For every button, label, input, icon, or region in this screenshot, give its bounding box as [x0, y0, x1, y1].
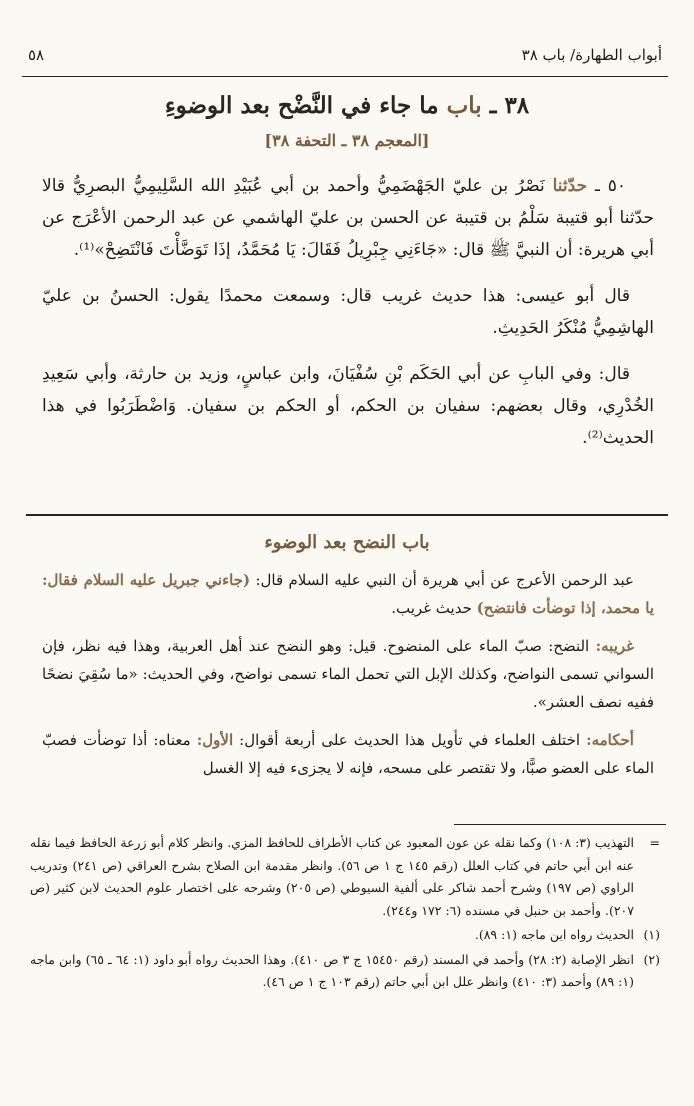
footnote-2 [30, 949, 660, 994]
commentary-paragraph-gharib [42, 632, 654, 716]
ahkam-text-1: اختلف العلماء في تأويل هذا الحديث على أربعة أقوال: [239, 731, 581, 749]
gharib-label: غريبه: [595, 637, 634, 655]
gharib-text: النضح: صبّ الماء على المنضوح. قيل: وهو النضح عند أهل العربية، وهذا فيه نظر، فإن السواني تسمى النواضح، وكذلك الإبل التي تحمل الماء تسمى نواضح، وفي الحديث: «ما سُقِيَ نضحًا ففيه نصف العشر». [42, 637, 654, 711]
header-rule [22, 76, 668, 77]
footnote-rule [454, 824, 666, 825]
chapter-bab-word: باب [446, 92, 482, 119]
main-text [42, 170, 654, 468]
ahkam-label: أحكامه: [586, 731, 634, 749]
footnote-cont-text: التهذيب (٣: ١٠٨) وكما نقله عن عون المعبود عن كتاب الأطراف للحافظ المزي. وانظر كلام أبو زرعة الحافظ فيما نقله عنه ابن أبي حاتم في كتاب العلل (رقم ١٤٥ ج ١ ص ٥٦). وانظر مقدمة ابن الصلاح بشرح العراقي (ص ٢٤١) وتدريب الراوي (ص ١٩٧) وشرح أحمد شاكر على ألفية السيوطي (ص ٢٠٥) وشرحه على اختصار علوم الحديث لابن كثير (ص ٢٠٧). وأحمد بن حنبل في مسنده (٦: ١٧٢ و٢٤٤). [30, 835, 635, 918]
commentary-p1-end: حديث غريب. [391, 599, 472, 617]
running-head-section: أبواب الطهارة/ باب ٣٨ [521, 46, 662, 64]
footnotes [30, 832, 660, 996]
chapter-title-text: ما جاء في النَّضْح بعد الوضوءِ [164, 92, 439, 119]
footnote-2-mark: (٢) [643, 951, 660, 967]
commentary-p1-start: عبد الرحمن الأعرج عن أبي هريرة أن النبي عليه السلام قال: [255, 571, 634, 589]
hadith-number: ٥٠ ـ [594, 176, 626, 196]
bab-reports-paragraph: قال: وفي البابِ عن أبي الحَكَم بْنِ سُفْيَانَ، وابن عباسٍ، وزيد بن حارثة، وأبي سَعِيدِ الخُدْرِي، وقال بعضهم: سفيان بن الحكم، أو الحكم بن سفيان. وَاضْطَرَبُوا في هذا الحديث⁽²⁾. [42, 364, 654, 448]
ahkam-first-label: الأول: [196, 731, 234, 749]
footnote-1 [30, 924, 660, 947]
footnote-continuation [30, 832, 660, 922]
commentary-title: باب النضح بعد الوضوء [264, 532, 430, 553]
footnote-cont-mark: = [649, 835, 660, 850]
page-number: ٥٨ [28, 46, 45, 64]
chapter-subtitle: [المعجم ٣٨ ـ التحفة ٣٨] [264, 131, 430, 150]
ahkam-text-2: معناه: أذا توضأت فصبّ الماء على العضو صبًّا، ولا تقتصر على مسحه، فإنه لا يجزىء فيه إلا الغسل [42, 731, 654, 777]
commentary-paragraph-ahkam [42, 726, 654, 782]
footnote-1-mark: (١) [643, 927, 660, 942]
commentary-p1-quote: (جاءني جبريل عليه السلام فقال: يا محمد، إذا توضأت فانتضح) [42, 571, 654, 617]
footnote-2-text: انظر الإصابة (٢: ٢٨) وأحمد في المسند (رقم ١٥٤٥٠ ج ٣ ص ٤١٠). وهذا الحديث رواه أبو داود (١: ٦٤ ـ ٦٥) وابن ماجه (١: ٨٩) وأحمد (٣: ٤١٠) وانظر علل ابن أبي حاتم (رقم ١٠٣ ج ١ ص ٤٦). [30, 951, 635, 989]
chapter-title [0, 92, 694, 119]
commentary-text [42, 566, 654, 792]
haddathana-word: حدّثنا [552, 176, 588, 196]
hadith-paragraph [42, 170, 654, 266]
commentary-paragraph-1 [42, 566, 654, 622]
abu-isa-paragraph: قال أبو عيسى: هذا حديث غريب قال: وسمعت محمدًا يقول: الحسنُ بن عليّ الهاشِمِيُّ مُنْكَرُ الحَدِيثِ. [42, 286, 654, 338]
running-header [28, 46, 662, 64]
chapter-number: ٣٨ ـ [489, 92, 530, 119]
footnote-1-text: الحديث رواه ابن ماجه (١: ٨٩). [474, 927, 634, 942]
text-commentary-divider [26, 514, 668, 516]
hadith-text: نَصْرُ بن عليّ الجَهْضَمِيُّ وأحمد بن أبي عُبَيْدِ الله السَّلِيمِيُّ البصرِيُّ قالا حدّثنا أبو قتيبة سَلْمُ بن قتيبة عن الحسن بن عليّ الهاشمي عن عبد الرحمن الأعْرَج عن أبي هريرة: أن النبيَّ ﷺ قال: «جَاءَنِي جِبْرِيلُ فَقَالَ: يَا مُحَمَّدُ، إذَا تَوَضَّأْتَ فَانْتَضِحْ»⁽¹⁾. [42, 176, 654, 260]
